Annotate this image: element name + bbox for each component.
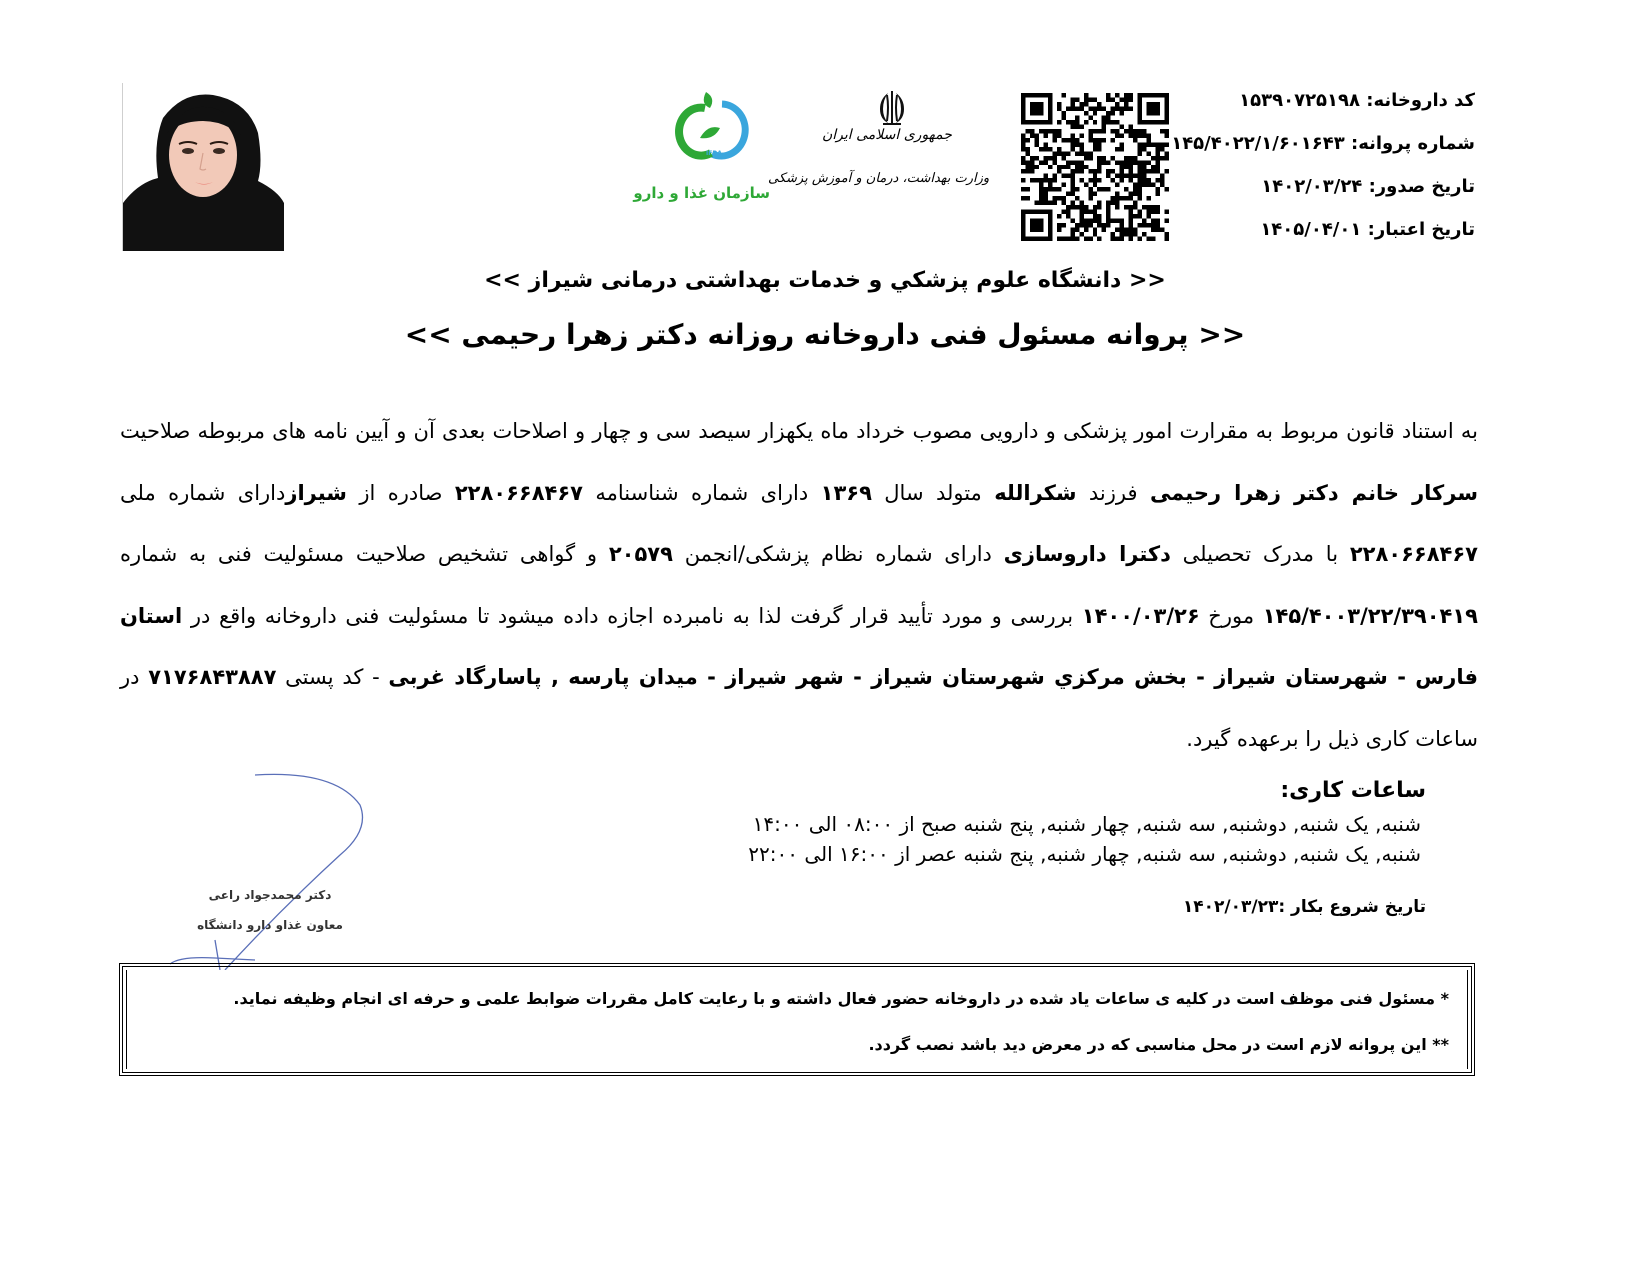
start-date-label: تاریخ شروع بکار : xyxy=(1278,897,1426,917)
license-heading: << پروانه مسئول فنی داروخانه روزانه دکتر زهرا رحیمی >> xyxy=(404,318,1246,351)
note-2: ** این پروانه لازم است در محل مناسبی که در معرض دید باشد نصب گردد. xyxy=(868,1035,1449,1054)
emblem-text-1: جمهوری اسلامی ایران xyxy=(822,127,952,143)
signature-icon xyxy=(160,770,375,970)
degree: دکترا داروسازی xyxy=(1003,542,1171,566)
ifda-name: سازمان غذا و دارو xyxy=(633,184,770,202)
holder-name: سرکار خانم دکتر زهرا رحیمی xyxy=(1149,480,1478,505)
certificate-number: ۱۴۵/۴۰۰۳/۲۲/۳۹۰۴۱۹ xyxy=(1262,603,1478,628)
body-text: - کد پستی xyxy=(276,665,389,689)
id-number: ۲۲۸۰۶۶۸۴۶۷ xyxy=(454,480,584,505)
certificate-date: ۱۴۰۰/۰۳/۲۶ xyxy=(1081,603,1200,628)
issue-date: ۱۴۰۲/۰۳/۲۴ xyxy=(1261,176,1363,197)
body-text: در ساعات کاری ذیل را برعهده گیرد. xyxy=(120,665,1478,751)
working-hours-title: ساعات کاری: xyxy=(1280,778,1426,803)
signatory-title: معاون غذاو دارو دانشگاه xyxy=(197,918,343,932)
qr-code-icon xyxy=(1015,93,1175,241)
holder-photo xyxy=(122,83,284,251)
license-number: ۱۴۵/۴۰۲۲/۱/۶۰۱۶۴۳ xyxy=(1171,133,1345,154)
body-text: و گواهی تشخیص صلاحیت مسئولیت فنی به شماره xyxy=(120,542,609,566)
body-text: با مدرک تحصیلی xyxy=(1170,542,1350,566)
father-name: شکرالله xyxy=(994,480,1077,505)
validity-date: ۱۴۰۵/۰۴/۰۱ xyxy=(1260,219,1362,240)
portrait-icon xyxy=(123,83,284,251)
pharmacy-code-row xyxy=(1185,88,1475,131)
license-meta xyxy=(1171,88,1475,260)
pharmacy-code: ۱۵۳۹۰۷۲۵۱۹۸ xyxy=(1239,90,1361,111)
iran-emblem-icon xyxy=(770,85,940,215)
license-body xyxy=(120,401,1478,770)
license-number-row xyxy=(1171,131,1475,174)
note-1: * مسئول فنی موظف است در کلیه ی ساعات یاد شده در داروخانه حضور فعال داشته و با رعایت کامل مقررات ضوابط علمی و حرفه ای انجام وظیفه نماید. xyxy=(233,989,1449,1008)
emblem-text-2: وزارت بهداشت، درمان و آموزش پزشکی xyxy=(768,171,990,186)
validity-date-row xyxy=(1185,217,1475,260)
birth-year: ۱۳۶۹ xyxy=(820,480,872,505)
body-text: فرزند xyxy=(1076,480,1150,505)
license-number-label: شماره پروانه: xyxy=(1351,133,1475,154)
body-text: مورخ xyxy=(1199,603,1263,628)
body-text: دارای شماره نظام پزشکی/انجمن xyxy=(672,542,1004,566)
body-text: دارای شماره شناسنامه xyxy=(583,480,821,505)
pharmacy-address: استان فارس - شهرستان شیراز - بخش مرکزي شهرستان شیراز - شهر شیراز - میدان پارسه , پاسارگاد غربی xyxy=(120,603,1478,689)
issue-date-label: تاریخ صدور: xyxy=(1368,176,1475,197)
body-text: صادره از xyxy=(346,480,455,505)
working-hours-morning: شنبه, یک شنبه, دوشنبه, سه شنبه, چهار شنبه, پنج شنبه صبح از ۰۸:۰۰ الی ۱۴:۰۰ xyxy=(752,812,1421,836)
ifda-logo xyxy=(633,88,770,213)
notes-box xyxy=(119,963,1475,1076)
start-date xyxy=(1183,897,1426,917)
postal-code: ۷۱۷۶۸۴۳۸۸۷ xyxy=(148,665,277,689)
university-heading: << دانشگاه علوم پزشكي و خدمات بهداشتی درمانی شیراز >> xyxy=(484,268,1166,293)
body-text: بررسی و مورد تأیید قرار گرفت لذا به نامبرده اجازه داده میشود تا مسئولیت فنی داروخانه واقع در xyxy=(182,603,1082,628)
national-id: ۲۲۸۰۶۶۸۴۶۷ xyxy=(1349,542,1478,566)
body-text: به استناد قانون مربوط به مقرارت امور پزشکی و دارویی مصوب خرداد ماه یکهزار سیصد سی و چهار و اصلاحات بعدی آن و آیین نامه های مربوطه صلاحیت xyxy=(120,419,1478,443)
issue-date-row xyxy=(1185,174,1475,217)
working-hours-evening: شنبه, یک شنبه, دوشنبه, سه شنبه, چهار شنبه, پنج شنبه عصر از ۱۶:۰۰ الی ۲۲:۰۰ xyxy=(748,842,1421,866)
pharmacy-code-label: کد داروخانه: xyxy=(1366,90,1475,111)
ifda-caption: IFDA xyxy=(706,150,722,157)
signatory-name: دکتر محمدجواد راعی xyxy=(208,888,332,902)
body-text: متولد سال xyxy=(871,480,995,505)
issued-city: شیراز xyxy=(285,480,347,505)
body-text: دارای شماره ملی xyxy=(120,480,286,505)
validity-date-label: تاریخ اعتبار: xyxy=(1367,219,1475,240)
ministry-emblem xyxy=(768,85,990,215)
start-date-value: ۱۴۰۲/۰۳/۲۳ xyxy=(1182,897,1279,917)
council-number: ۲۰۵۷۹ xyxy=(608,542,673,566)
notes-inner-frame xyxy=(126,970,1468,1069)
